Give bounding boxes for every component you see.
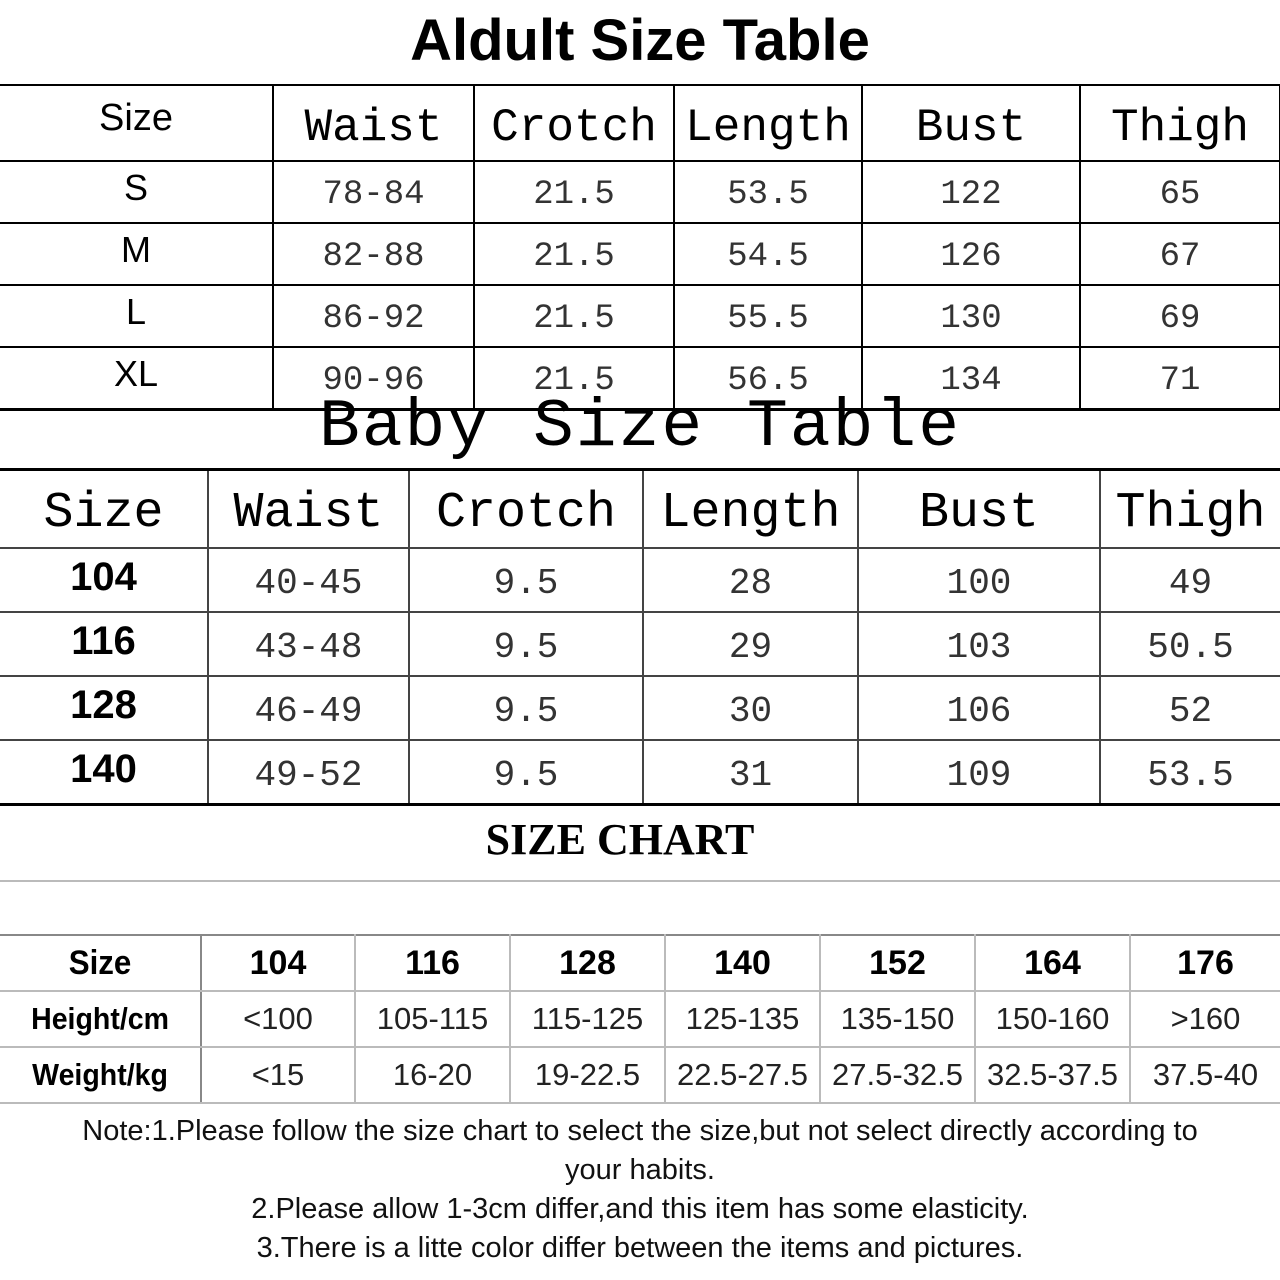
table-cell: 115-125	[510, 991, 665, 1047]
table-cell: 31	[643, 740, 858, 805]
table-cell: 150-160	[975, 991, 1130, 1047]
header-cell: 116	[355, 935, 510, 991]
header-cell: 140	[665, 935, 820, 991]
header-cell: 128	[510, 935, 665, 991]
table-cell: 21.5	[474, 223, 674, 285]
table-cell: 105-115	[355, 991, 510, 1047]
header-cell: 104	[201, 935, 355, 991]
table-cell: 103	[858, 612, 1100, 676]
header-cell: Bust	[862, 85, 1080, 161]
table-cell: 86-92	[273, 285, 474, 347]
table-cell: 69	[1080, 285, 1280, 347]
note-line: your habits.	[565, 1154, 715, 1186]
table-cell: 56.5	[674, 347, 862, 410]
header-cell: 152	[820, 935, 975, 991]
note-line: 2.Please allow 1-3cm differ,and this item has some elasticity.	[251, 1193, 1029, 1225]
note-line: Note:1.Please follow the size chart to select the size,but not select directly according to	[82, 1115, 1198, 1147]
header-cell: 164	[975, 935, 1130, 991]
table-cell: 21.5	[474, 161, 674, 223]
row-label: Height/cm	[8, 991, 193, 1047]
table-cell: 37.5-40	[1130, 1047, 1280, 1103]
table-cell: 106	[858, 676, 1100, 740]
table-cell: >160	[1130, 991, 1280, 1047]
table-cell: 32.5-37.5	[975, 1047, 1130, 1103]
header-cell: Size	[0, 470, 208, 549]
table-cell: 78-84	[273, 161, 474, 223]
table-cell: <15	[201, 1047, 355, 1103]
table-cell: 67	[1080, 223, 1280, 285]
table-header-row	[0, 85, 1280, 161]
size-cell: M	[0, 223, 273, 285]
table-row	[0, 548, 1280, 612]
table-cell: 65	[1080, 161, 1280, 223]
row-label: Weight/kg	[8, 1047, 193, 1103]
table-header-row	[0, 935, 1280, 991]
size-cell: S	[0, 161, 273, 223]
header-cell: Waist	[273, 85, 474, 161]
header-cell: Length	[674, 85, 862, 161]
table-cell: 40-45	[208, 548, 409, 612]
table-cell: <100	[201, 991, 355, 1047]
notes	[0, 1112, 1280, 1268]
table-cell: 29	[643, 612, 858, 676]
table-cell: 21.5	[474, 347, 674, 410]
table-cell: 46-49	[208, 676, 409, 740]
size-cell: XL	[0, 347, 273, 410]
header-cell: Waist	[208, 470, 409, 549]
table-cell: 90-96	[273, 347, 474, 410]
size-cell: 128	[0, 676, 208, 740]
table-row	[0, 223, 1280, 285]
table-cell: 100	[858, 548, 1100, 612]
header-cell: Crotch	[474, 85, 674, 161]
size-cell: 140	[0, 740, 208, 805]
table-cell: 54.5	[674, 223, 862, 285]
table-cell: 55.5	[674, 285, 862, 347]
table-cell: 130	[862, 285, 1080, 347]
table-cell: 71	[1080, 347, 1280, 410]
header-cell: Size	[0, 85, 273, 161]
table-row	[0, 1047, 1280, 1103]
table-row	[0, 161, 1280, 223]
table-cell: 49	[1100, 548, 1280, 612]
table-cell: 134	[862, 347, 1080, 410]
header-cell: Thigh	[1100, 470, 1280, 549]
header-cell: Thigh	[1080, 85, 1280, 161]
table-cell: 122	[862, 161, 1080, 223]
divider	[0, 880, 1280, 882]
table-cell: 21.5	[474, 285, 674, 347]
table-cell: 53.5	[674, 161, 862, 223]
size-cell: L	[0, 285, 273, 347]
table-cell: 49-52	[208, 740, 409, 805]
header-cell: Bust	[858, 470, 1100, 549]
table-cell: 9.5	[409, 612, 643, 676]
note-line: 3.There is a litte color differ between the items and pictures.	[256, 1232, 1024, 1264]
table-cell: 9.5	[409, 676, 643, 740]
adult-size-table	[0, 84, 1280, 411]
table-cell: 125-135	[665, 991, 820, 1047]
table-cell: 28	[643, 548, 858, 612]
table-cell: 9.5	[409, 548, 643, 612]
table-header-row	[0, 470, 1280, 549]
size-cell: 116	[0, 612, 208, 676]
header-cell: Length	[643, 470, 858, 549]
table-cell: 22.5-27.5	[665, 1047, 820, 1103]
table-row	[0, 285, 1280, 347]
baby-size-table	[0, 468, 1280, 806]
table-cell: 27.5-32.5	[820, 1047, 975, 1103]
header-cell: Crotch	[409, 470, 643, 549]
adult-table-title: Aldult Size Table	[410, 8, 870, 73]
header-cell: 176	[1130, 935, 1280, 991]
table-cell: 9.5	[409, 740, 643, 805]
table-row	[0, 612, 1280, 676]
baby-table-title: Baby Size Table	[318, 389, 962, 466]
row-label: Size	[8, 935, 193, 991]
table-cell: 53.5	[1100, 740, 1280, 805]
table-cell: 30	[643, 676, 858, 740]
table-row	[0, 676, 1280, 740]
size-chart-title: SIZE CHART	[485, 815, 755, 864]
size-cell: 104	[0, 548, 208, 612]
table-cell: 52	[1100, 676, 1280, 740]
size-chart-table	[0, 934, 1280, 1104]
table-cell: 50.5	[1100, 612, 1280, 676]
table-row	[0, 740, 1280, 805]
table-cell: 109	[858, 740, 1100, 805]
table-cell: 82-88	[273, 223, 474, 285]
table-cell: 16-20	[355, 1047, 510, 1103]
table-cell: 19-22.5	[510, 1047, 665, 1103]
table-cell: 135-150	[820, 991, 975, 1047]
table-cell: 126	[862, 223, 1080, 285]
table-cell: 43-48	[208, 612, 409, 676]
table-row	[0, 991, 1280, 1047]
